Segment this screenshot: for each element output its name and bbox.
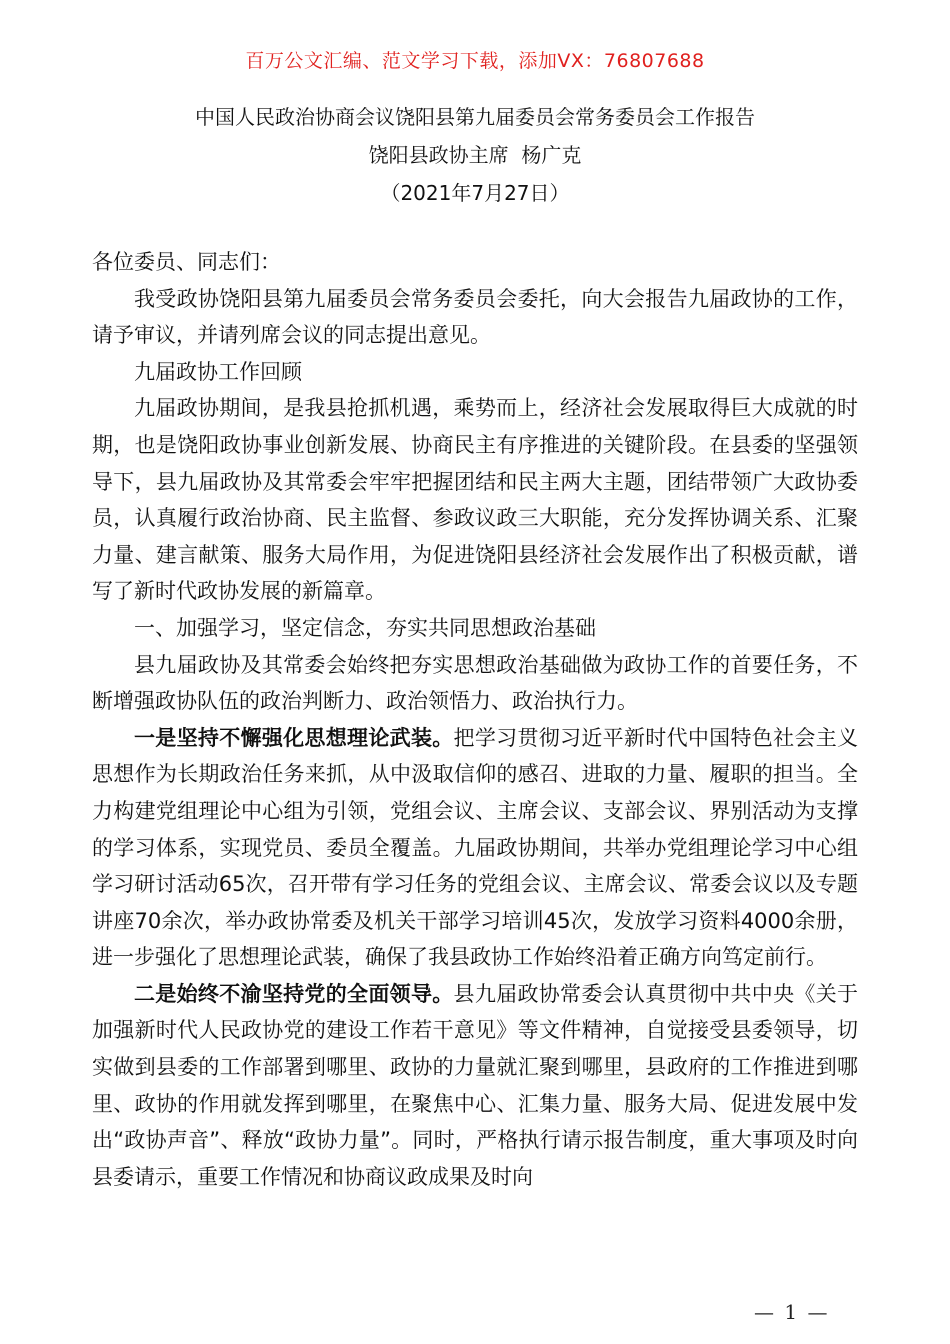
report-header (0, 98, 950, 212)
report-body (92, 244, 858, 1195)
point-2-lead: 二是始终不渝坚持党的全面领导。 (134, 981, 454, 1006)
report-date: （2021年7月27日） (380, 181, 570, 205)
section-heading-1: 一、加强学习，坚定信念，夯实共同思想政治基础 (134, 615, 596, 640)
point-1-lead: 一是坚持不懈强化思想理论武装。 (134, 725, 454, 750)
report-title: 中国人民政治协商会议饶阳县第九届委员会常务委员会工作报告 (195, 105, 755, 129)
point-2-text: 县九届政协常委会认真贯彻中共中央《关于加强新时代人民政协党的建设工作若干意见》等文件精神，自觉接受县委领导，切实做到县委的工作部署到哪里、政协的力量就汇聚到哪里，县政府的工作推进到哪里、政协的作用就发挥到哪里，在聚焦中心、汇集力量、服务大局、促进发展中发出“政协声音”、释放“政协力量”。同时，严格执行请示报告制度，重大事项及时向县委请示，重要工作情况和协商议政成果及时向 (92, 981, 858, 1189)
watermark-banner: 百万公文汇编、范文学习下载，添加VX：76807688 (245, 50, 705, 72)
greeting: 各位委员、同志们： (92, 250, 281, 274)
paragraph-section1: 县九届政协及其常委会始终把夯实思想政治基础做为政协工作的首要任务，不断增强政协队伍的政治判断力、政治领悟力、政治执行力。 (92, 652, 858, 714)
paragraph-intro: 我受政协饶阳县第九届委员会常务委员会委托，向大会报告九届政协的工作，请予审议，并请列席会议的同志提出意见。 (92, 286, 858, 348)
page-number: — 1 — (754, 1300, 830, 1324)
point-1-text: 把学习贯彻习近平新时代中国特色社会主义思想作为长期政治任务来抓，从中汲取信仰的感召、进取的力量、履职的担当。全力构建党组理论中心组为引领，党组会议、主席会议、支部会议、界别活动为支撑的学习体系，实现党员、委员全覆盖。九届政协期间，共举办党组理论学习中心组学习研讨活动65次，召开带有学习任务的党组会议、主席会议、常委会议以及专题讲座70余次，举办政协常委及机关干部学习培训45次，发放学习资料4000余册，进一步强化了思想理论武装，确保了我县政协工作始终沿着正确方向笃定前行。 (92, 725, 858, 970)
paragraph-point-1 (92, 720, 858, 976)
report-author: 饶阳县政协主席 杨广克 (368, 143, 582, 167)
paragraph-review: 九届政协期间，是我县抢抓机遇，乘势而上，经济社会发展取得巨大成就的时期，也是饶阳政协事业创新发展、协商民主有序推进的关键阶段。在县委的坚强领导下，县九届政协及其常委会牢牢把握团结和民主两大主题，团结带领广大政协委员，认真履行政治协商、民主监督、参政议政三大职能，充分发挥协调关系、汇聚力量、建言献策、服务大局作用，为促进饶阳县经济社会发展作出了积极贡献，谱写了新时代政协发展的新篇章。 (92, 396, 858, 604)
review-heading: 九届政协工作回顾 (134, 359, 302, 384)
paragraph-point-2 (92, 976, 858, 1196)
